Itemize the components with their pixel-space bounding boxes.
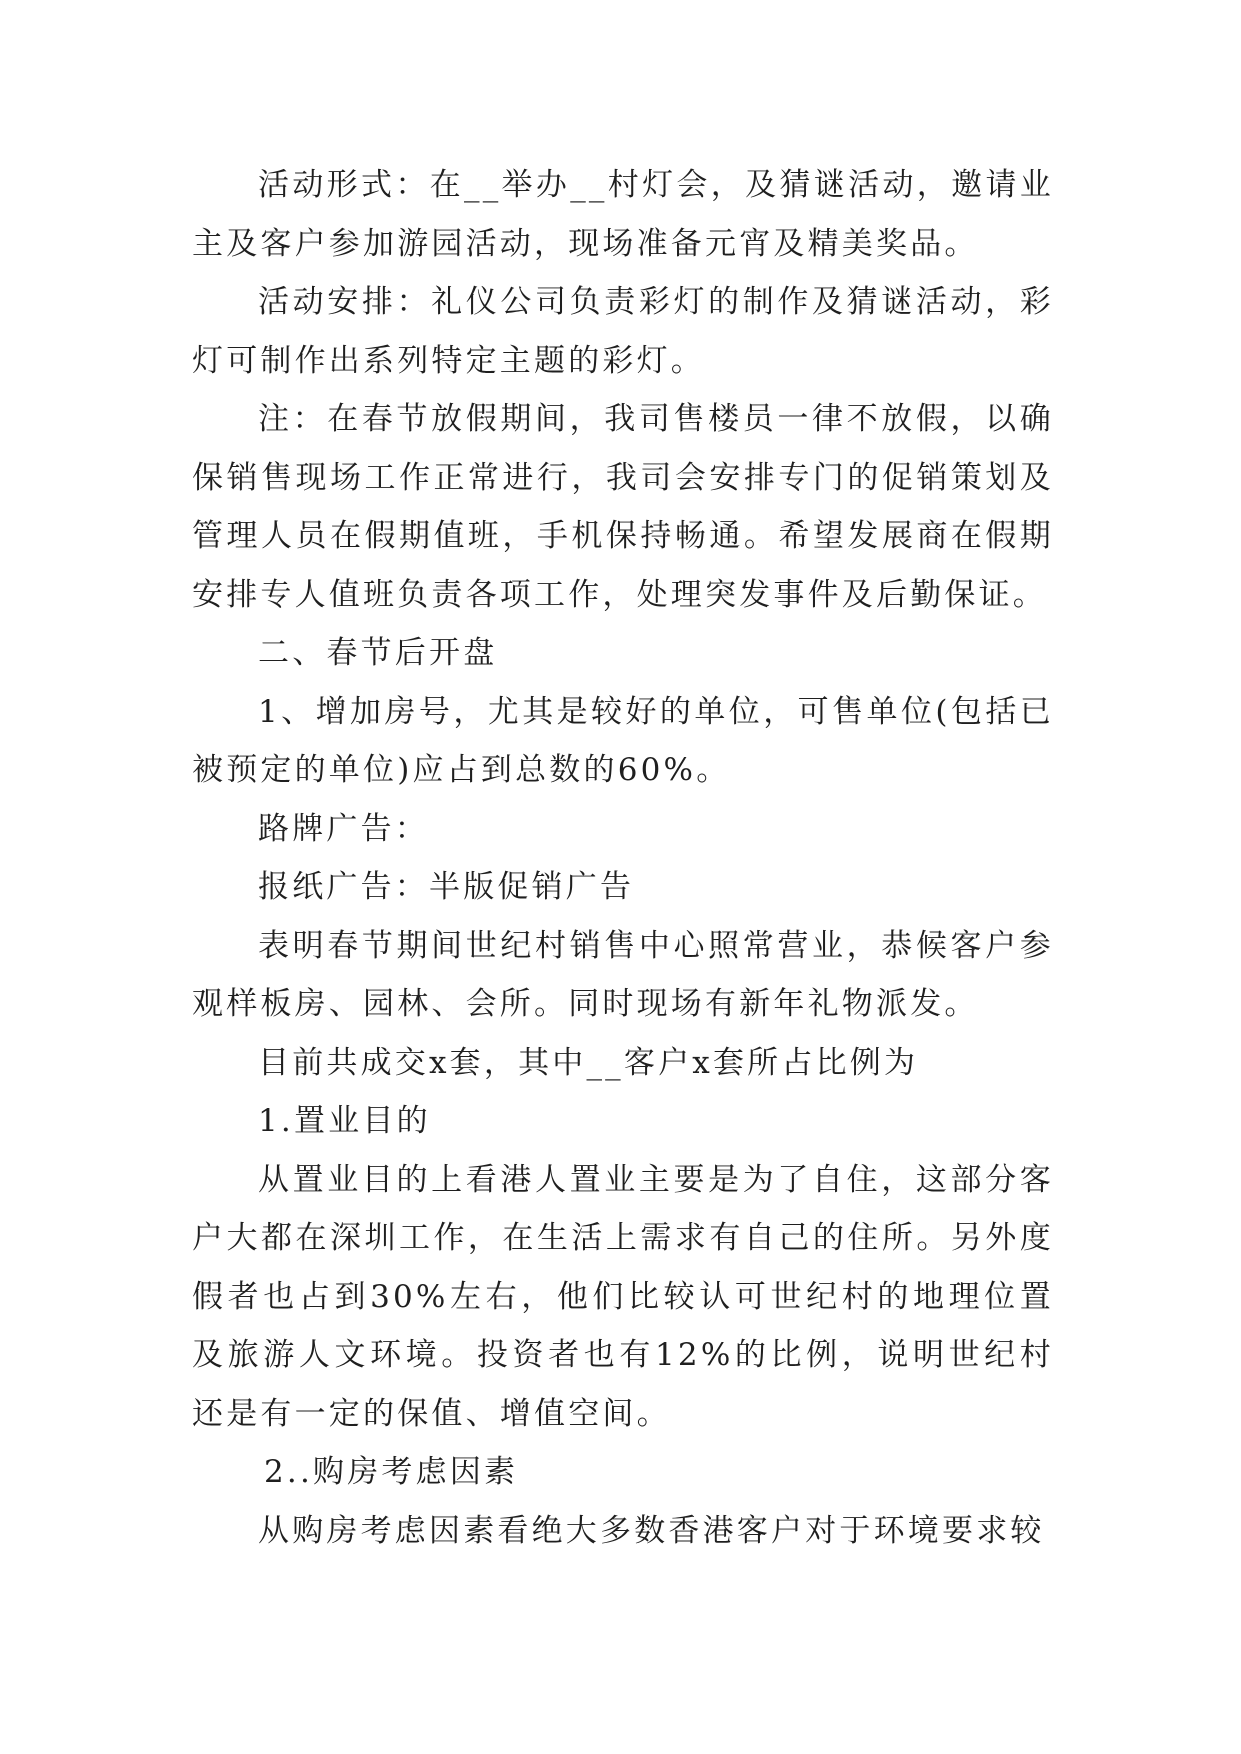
document-body — [192, 156, 1054, 1560]
subheading-purchase-factors: 2..购房考虑因素 — [264, 1454, 519, 1490]
paragraph-activity-arrangement: 活动安排：礼仪公司负责彩灯的制作及猜谜活动，彩灯可制作出系列特定主题的彩灯。 — [192, 284, 1054, 379]
paragraph-add-units: 1、增加房号，尤其是较好的单位，可售单位(包括已被预定的单位)应占到总数的60%。 — [192, 693, 1054, 788]
paragraph-activity-format: 活动形式：在__举办__村灯会，及猜谜活动，邀请业主及客户参加游园活动，现场准备元宵及精美奖品。 — [192, 167, 1054, 262]
paragraph-purchase-purpose: 从置业目的上看港人置业主要是为了自住，这部分客户大都在深圳工作，在生活上需求有自己的住所。另外度假者也占到30%左右，他们比较认可世纪村的地理位置及旅游人文环境。投资者也有12%的比例，说明世纪村还是有一定的保值、增值空间。 — [192, 1161, 1054, 1432]
paragraph-sales-center: 表明春节期间世纪村销售中心照常营业，恭候客户参观样板房、园林、会所。同时现场有新年礼物派发。 — [192, 927, 1054, 1022]
paragraph-deals-summary: 目前共成交x套，其中__客户x套所占比例为 — [258, 1044, 919, 1081]
section-heading-after-festival: 二、春节后开盘 — [258, 635, 498, 671]
paragraph-billboard-ads: 路牌广告： — [258, 810, 429, 847]
paragraph-note: 注：在春节放假期间，我司售楼员一律不放假，以确保销售现场工作正常进行，我司会安排专门的促销策划及管理人员在假期值班，手机保持畅通。希望发展商在假期安排专人值班负责各项工作，处理突发事件及后勤保证。 — [192, 401, 1054, 613]
subheading-purchase-purpose: 1.置业目的 — [258, 1103, 431, 1139]
paragraph-newspaper-ads: 报纸广告：半版促销广告 — [258, 869, 635, 905]
paragraph-purchase-factors: 从购房考虑因素看绝大多数香港客户对于环境要求较 — [258, 1512, 1045, 1549]
